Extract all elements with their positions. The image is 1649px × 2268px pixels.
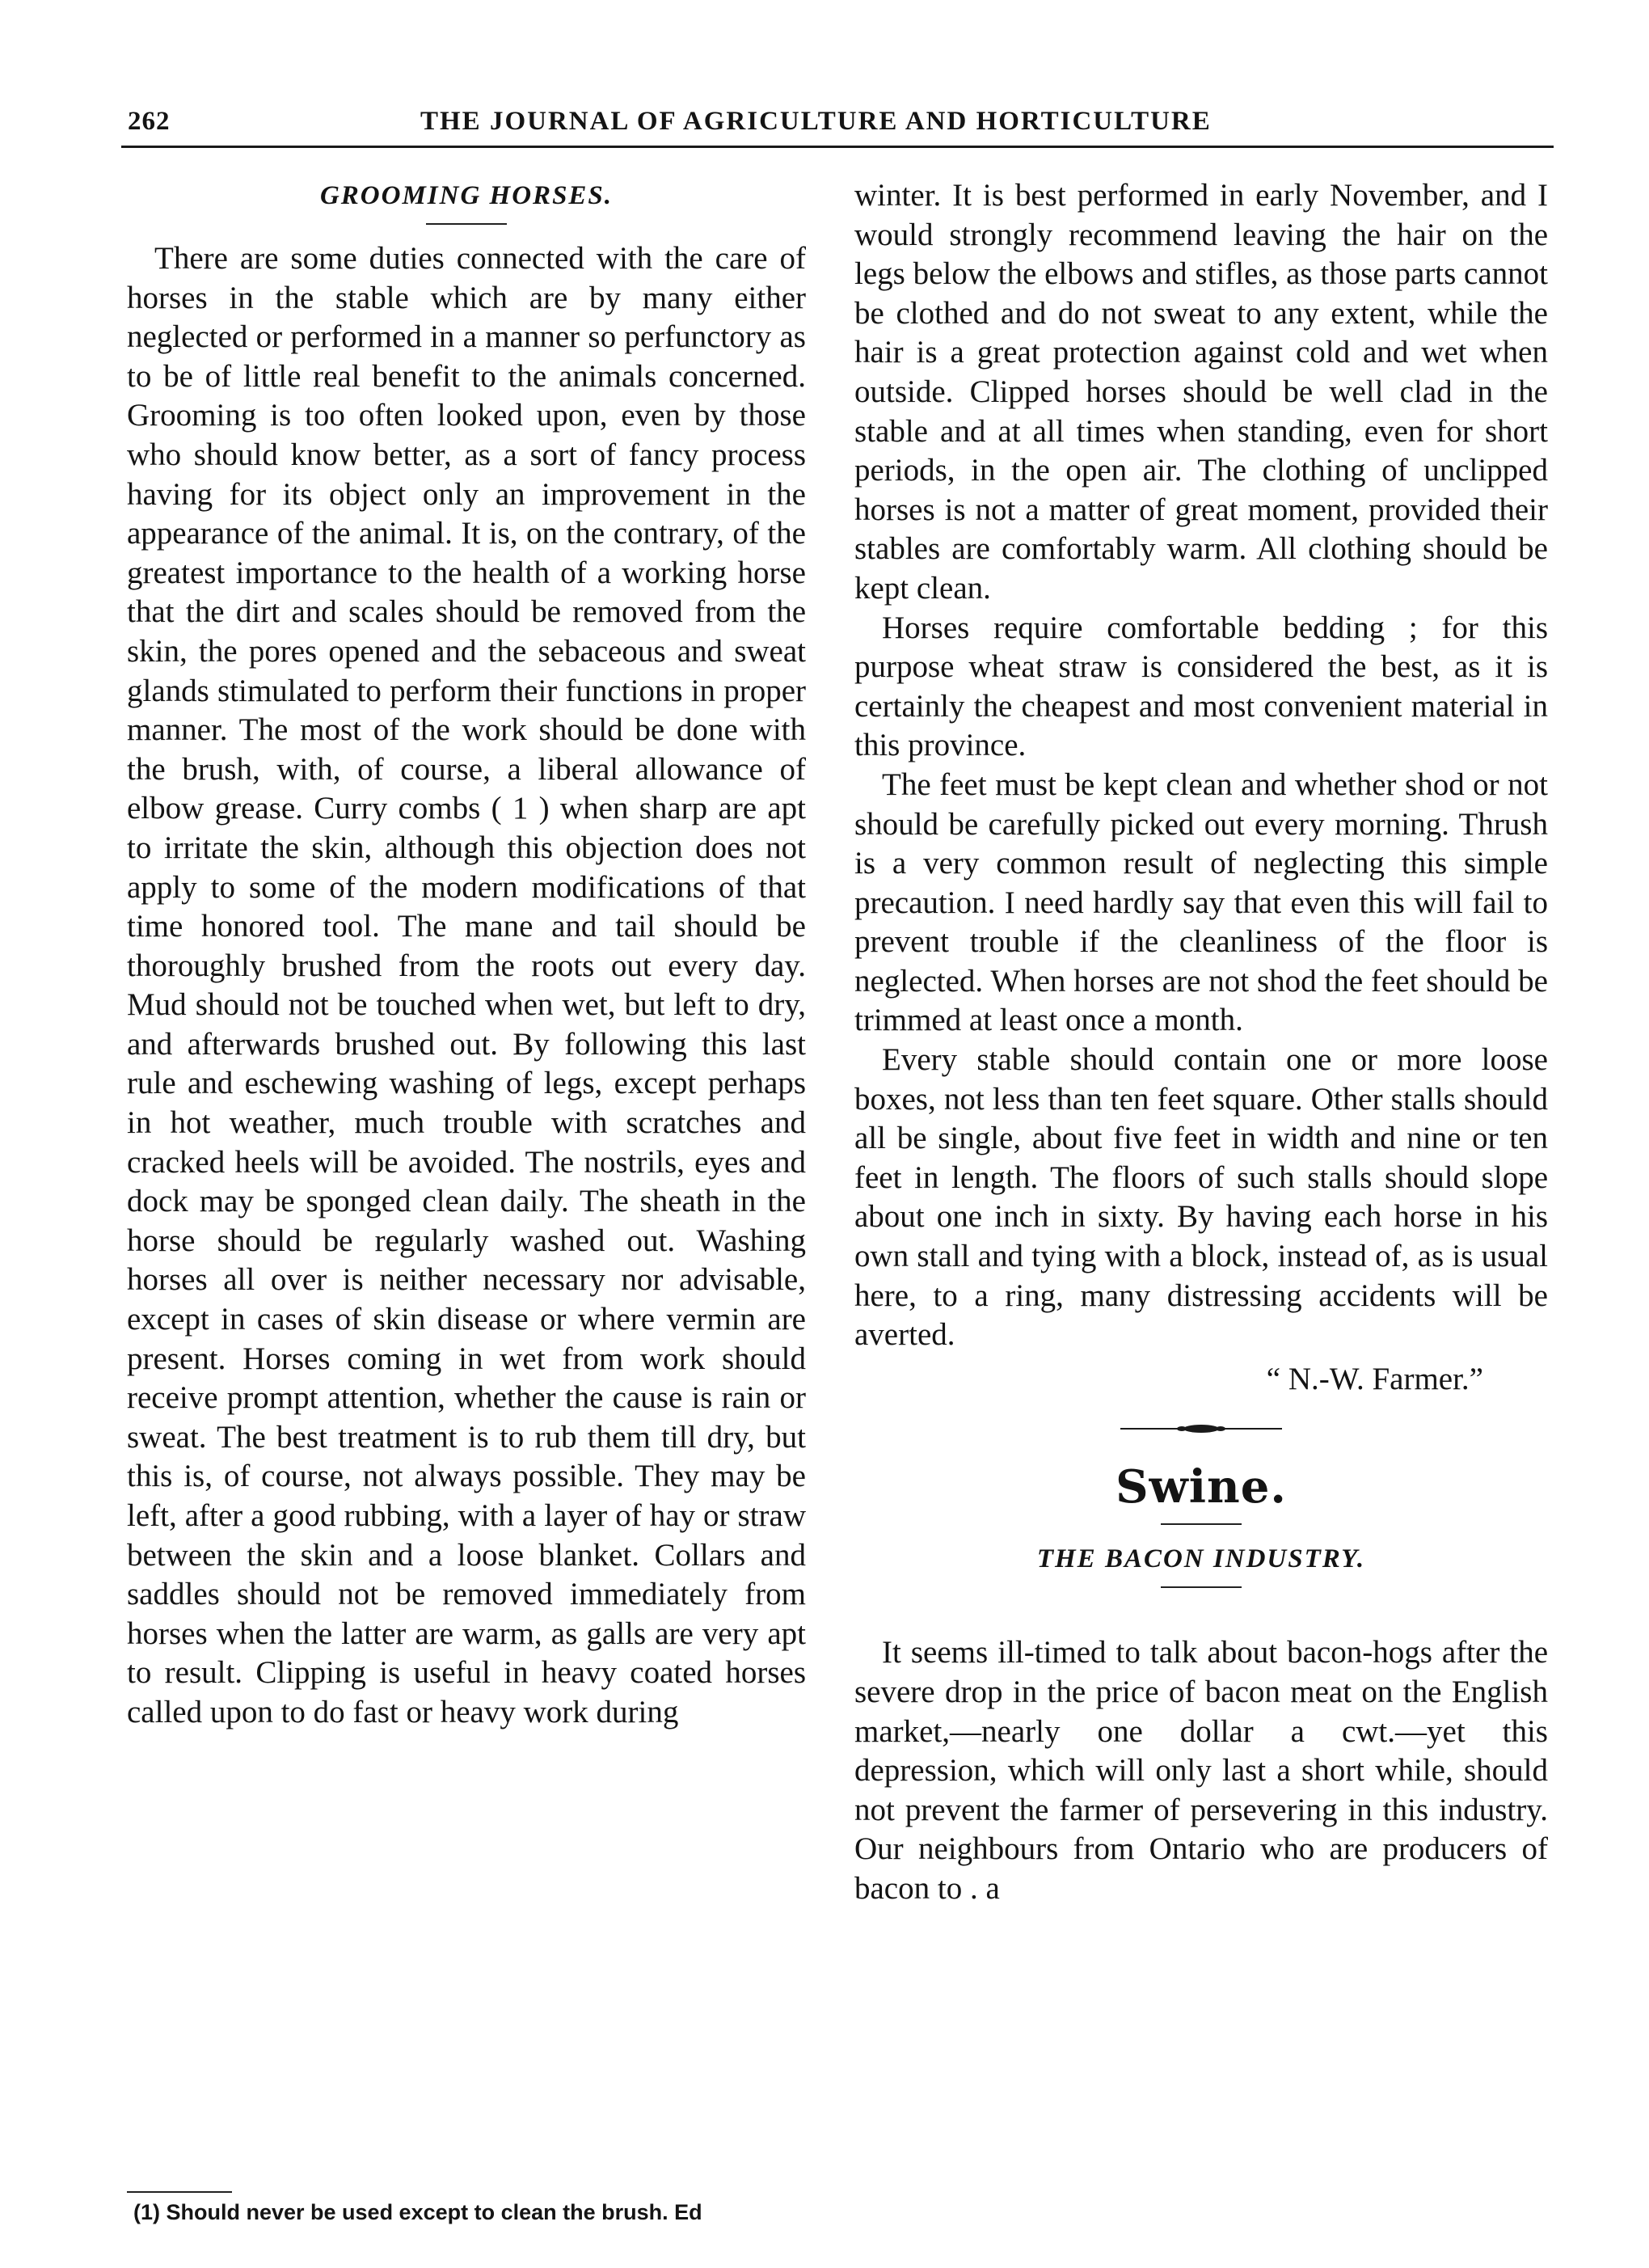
article-paragraph: Every stable should contain one or more loose boxes, not less than ten feet square. Other stalls should all be single, about five feet in width and nine or ten feet in length. The floors of such stalls should slope about one inch in sixty. By having each horse in his own stall and tying with a block, instead of, as is usual here, to a ring, many distressing accidents will be averted. <box>854 1042 1548 1353</box>
journal-title: THE JOURNAL OF AGRICULTURE AND HORTICULTURE <box>420 107 1212 136</box>
article-paragraph: There are some duties connected with the care of horses in the stable which are by many either neglected or performed in a manner so perfunctory as to be of little real benefit to the animals concerned. Grooming is too often looked upon, even by those who should know better, as a sort of fancy process having for its object only an improvement in the appearance of the animal. It is, on the contrary, of the greatest importance to the health of a working horse that the dirt and scales should be removed from the skin, the pores opened and the sebaceous and sweat glands stimulated to perform their functions in proper manner. The most of the work should be done with the brush, with, of course, a liberal allowance of elbow grease. Curry combs ( 1 ) when sharp are apt to irritate the skin, although this objection does not apply to some of the modern modifications of that time honored tool. The mane and tail should be thoroughly brushed from the roots out every day. Mud should not be touched when wet, but left to dry, and afterwards brushed out. By following this last rule and eschewing washing of legs, except perhaps in hot weather, much trouble with scratches and cracked heels will be avoided. The nostrils, eyes and dock may be sponged clean daily. The sheath in the horse should be regularly washed out. Washing horses all over is neither necessary nor advisable, except in cases of skin disease or where vermin are present. Horses coming in wet from work should receive prompt attention, whether the cause is rain or sweat. The best treatment is to rub them till dry, but this is, of course, not always possible. They may be left, after a good rubbing, with a layer of hay or straw between the skin and a loose blanket. Collars and saddles should not be removed immediately from horses when the latter are warm, as galls are very apt to result. Clipping is useful in heavy coated horses called upon to do fast or heavy work during <box>127 241 806 1730</box>
section-rule <box>1161 1523 1242 1525</box>
article-paragraph: Horses require comfortable bedding ; for this purpose wheat straw is considered the best, as it is certainly the cheapest and most convenient material in this province. <box>854 610 1548 763</box>
article-paragraph-continued: winter. It is best performed in early November, and I would strongly recommend leaving the hair on the legs below the elbows and stifles, as those parts cannot be clothed and do not sweat to any extent, while the hair is a great protection against cold and wet when outside. Clipped horses should be well clad in the stable and at all times when standing, even for short periods, in the open air. The clothing of unclipped horses is not a matter of great moment, provided their stables are comfortably warm. All clothing should be kept clean. <box>854 178 1548 606</box>
ornament-divider-icon <box>1120 1423 1282 1434</box>
running-head <box>113 103 1552 152</box>
article-paragraph: It seems ill-timed to talk about bacon-hogs after the severe drop in the price of bacon meat on the English market,—nearly one dollar a cwt.—yet this depression, which will only last a short while, should not prevent the farmer of persevering in this industry. Our neighbours from Ontario who are producers of bacon to . a <box>854 1635 1548 1906</box>
footnote: (1) Should never be used except to clean the brush. Ed <box>133 2200 702 2224</box>
article-paragraph: The feet must be kept clean and whether shod or not should be carefully picked out every morning. Thrush is a very common result of neglecting this simple precaution. I need hardly say that even this will fail to prevent trouble if the cleanliness of the floor is neglected. When horses are not shod the feet should be trimmed at least once a month. <box>854 767 1548 1038</box>
title-rule <box>1161 1586 1242 1588</box>
article-title-grooming-horses: GROOMING HORSES. <box>319 181 614 210</box>
article-signature: “ N.-W. Farmer.” <box>1266 1361 1483 1396</box>
right-column <box>854 176 1548 1909</box>
title-rule <box>426 223 507 225</box>
header-rule <box>121 146 1554 148</box>
left-column <box>127 176 806 1733</box>
page-number: 262 <box>128 107 171 136</box>
section-ornament <box>854 1423 1548 1447</box>
article-title-bacon-industry: THE BACON INDUSTRY. <box>1036 1544 1366 1574</box>
section-title-swine: Swine. <box>1116 1460 1287 1514</box>
footnote-rule <box>127 2191 232 2193</box>
